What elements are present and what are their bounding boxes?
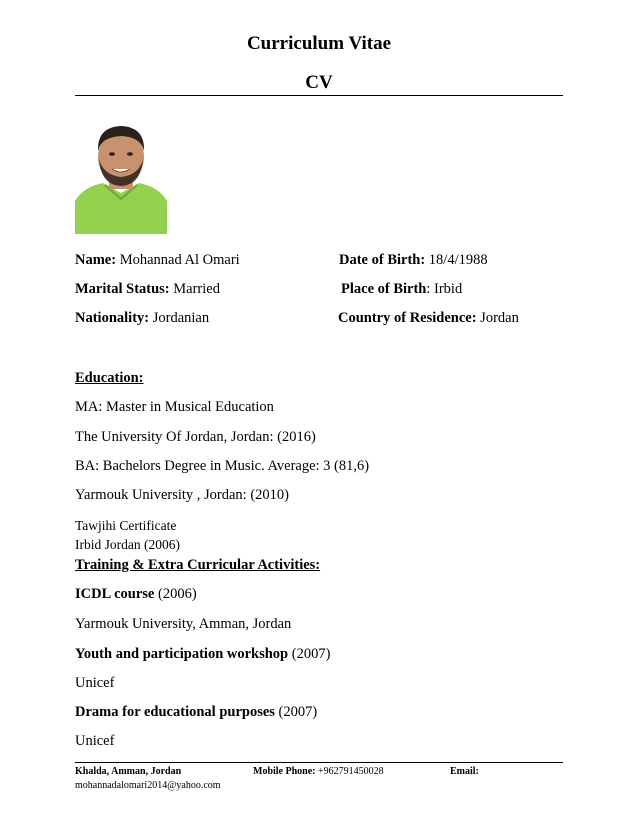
- training-item-title: [75, 646, 330, 663]
- training-item-detail: Yarmouk University, Amman, Jordan: [75, 616, 292, 632]
- education-line: BA: Bachelors Degree in Music. Average: 3 (81,6): [75, 458, 370, 474]
- residence-row: [338, 310, 519, 327]
- education-line: Tawjihi Certificate: [75, 518, 177, 533]
- name-label: Name:: [75, 252, 117, 268]
- education-heading: Education:: [75, 370, 144, 386]
- training-item-detail: Unicef: [75, 675, 115, 691]
- pob-row: [341, 281, 462, 298]
- training-title: ICDL course: [75, 586, 155, 602]
- training-item-title: [75, 704, 317, 721]
- dob-value: 18/4/1988: [428, 252, 488, 268]
- marital-value: Married: [173, 281, 220, 297]
- footer-address: Khalda, Amman, Jordan: [75, 766, 182, 777]
- profile-photo: [75, 123, 167, 234]
- footer-email-value[interactable]: mohannadalomari2014@yahoo.com: [75, 780, 221, 791]
- footer-rule: [75, 762, 563, 763]
- pob-label: Place of Birth: [341, 281, 427, 297]
- header-rule: [75, 95, 563, 96]
- residence-label: Country of Residence:: [338, 310, 477, 326]
- footer-phone-value: +962791450028: [318, 766, 384, 777]
- education-line: The University Of Jordan, Jordan: (2016): [75, 429, 316, 445]
- footer-phone-label: Mobile Phone:: [253, 766, 316, 777]
- footer-email-label: Email:: [450, 766, 479, 777]
- profile-photo-drawing: [75, 123, 167, 234]
- nationality-row: [75, 310, 209, 327]
- education-line: Irbid Jordan (2006): [75, 537, 180, 552]
- dob-label: Date of Birth:: [339, 252, 426, 268]
- training-year: (2007): [274, 704, 318, 720]
- name-row: [75, 252, 240, 269]
- training-heading: Training & Extra Curricular Activities:: [75, 557, 321, 573]
- nationality-value: Jordanian: [152, 310, 210, 326]
- training-item-title: [75, 586, 197, 603]
- education-line: MA: Master in Musical Education: [75, 399, 274, 415]
- marital-row: [75, 281, 220, 298]
- training-title: Drama for educational purposes: [75, 704, 275, 720]
- footer-phone: [253, 766, 384, 777]
- dob-row: [339, 252, 488, 269]
- nationality-label: Nationality:: [75, 310, 150, 326]
- marital-label: Marital Status:: [75, 281, 170, 297]
- education-line: Yarmouk University , Jordan: (2010): [75, 487, 289, 503]
- training-title: Youth and participation workshop: [75, 646, 289, 662]
- document-title: Curriculum Vitae: [246, 33, 392, 54]
- training-year: (2006): [154, 586, 197, 602]
- training-item-detail: Unicef: [75, 733, 115, 749]
- document-subtitle: CV: [305, 72, 333, 93]
- pob-value: : Irbid: [426, 281, 463, 297]
- training-year: (2007): [288, 646, 331, 662]
- residence-value: Jordan: [480, 310, 519, 326]
- name-value: Mohannad Al Omari: [119, 252, 240, 268]
